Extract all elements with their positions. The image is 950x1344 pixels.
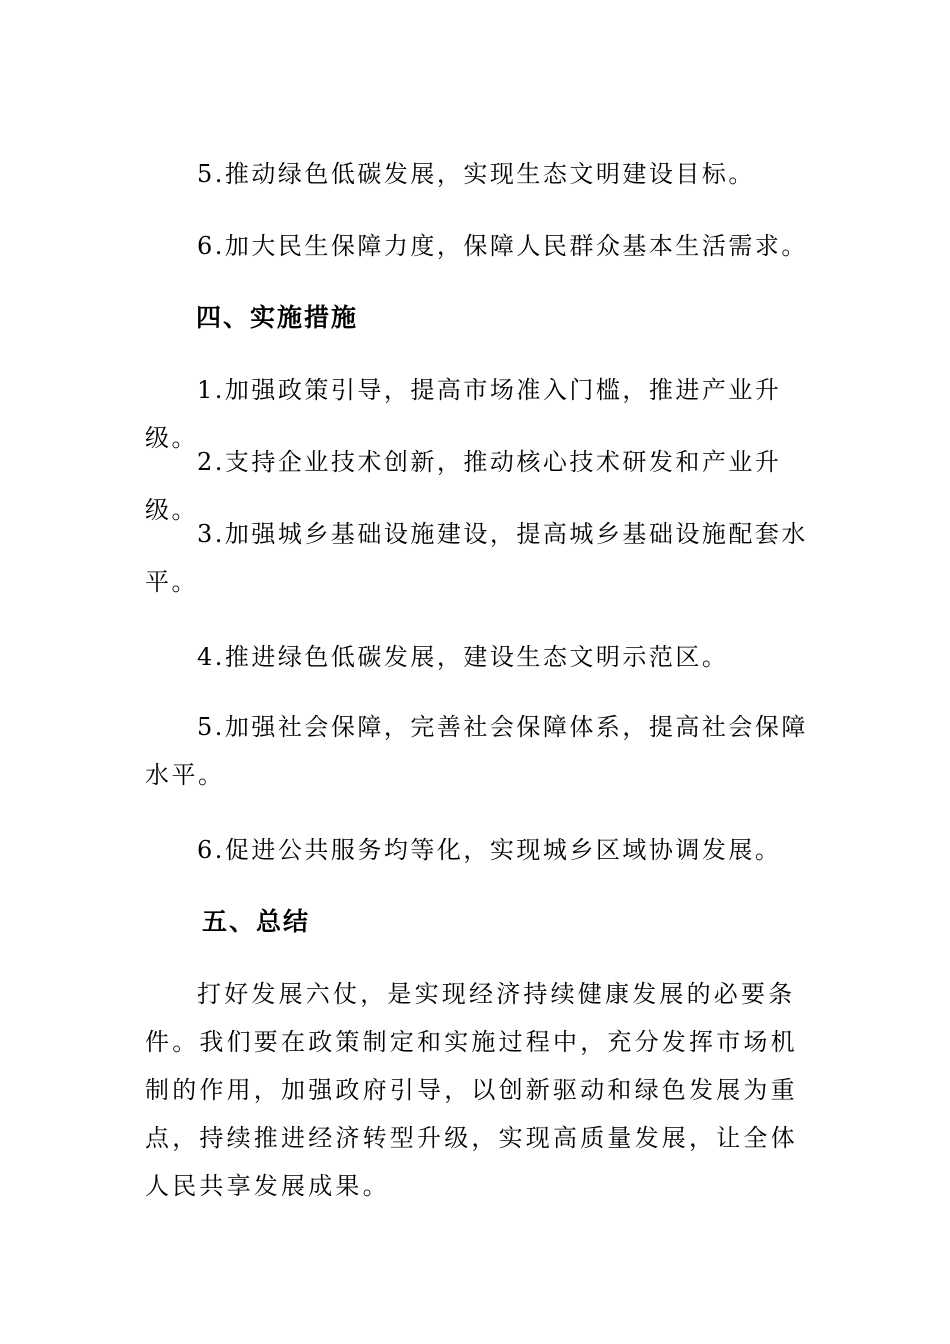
list-item: 6.促进公共服务均等化，实现城乡区域协调发展。 <box>197 836 782 864</box>
list-item: 1.加强政策引导，提高市场准入门槛，推进产业升级。 <box>145 376 782 452</box>
summary-paragraph: 打好发展六仗，是实现经济持续健康发展的必要条件。我们要在政策制定和实施过程中，充分发挥市场机制的作用，加强政府引导，以创新驱动和绿色发展为重点，持续推进经济转型升级，实现高质量发展，让全体人民共享发展成果。 <box>145 980 798 1200</box>
list-item: 4.推进绿色低碳发展，建设生态文明示范区。 <box>197 643 729 671</box>
list-item: 3.加强城乡基础设施建设，提高城乡基础设施配套水平。 <box>145 520 808 596</box>
list-item: 6.加大民生保障力度，保障人民群众基本生活需求。 <box>197 232 808 260</box>
list-item: 5.加强社会保障，完善社会保障体系，提高社会保障水平。 <box>145 713 808 789</box>
section-heading: 四、实施措施 <box>196 303 359 332</box>
list-item: 5.推动绿色低碳发展，实现生态文明建设目标。 <box>197 160 755 188</box>
section-heading: 五、总结 <box>202 907 311 936</box>
list-item: 2.支持企业技术创新，推动核心技术研发和产业升级。 <box>145 448 782 524</box>
